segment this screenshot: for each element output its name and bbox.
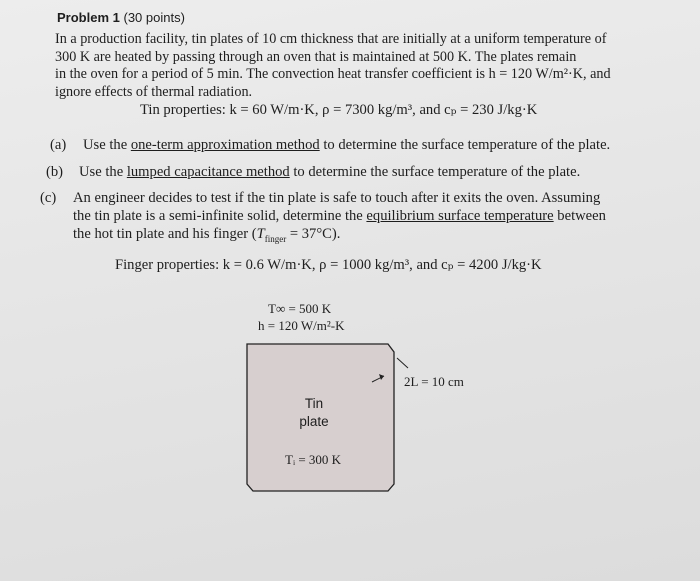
- part-a-text-after: to determine the surface temperature of the plate.: [319, 137, 611, 153]
- t-infinity-label: T∞ = 500 K: [268, 301, 332, 316]
- problem-number: Problem 1: [57, 10, 120, 25]
- intro-line: In a production facility, tin plates of 10 cm thickness that are initially at a uniform temperature of: [55, 31, 607, 47]
- intro-line: ignore effects of thermal radiation.: [55, 83, 253, 100]
- t-initial-label: Tᵢ = 300 K: [285, 452, 342, 467]
- part-c-line-3-suffix: = 37°C).: [286, 226, 341, 242]
- plate-label-line-2: plate: [299, 414, 329, 429]
- part-b-text-after: to determine the surface temperature of the plate.: [289, 164, 581, 180]
- plate-label-line-1: Tin: [304, 396, 324, 411]
- intro-line: in the oven for a period of 5 min. The convection heat transfer coefficient is h = 120 W/m²·K, and: [55, 66, 611, 82]
- part-b-label: (b): [46, 164, 64, 180]
- part-c-label: (c): [40, 190, 57, 206]
- t-finger-subscript: finger: [264, 233, 287, 244]
- part-c-equilibrium: equilibrium surface temperature: [366, 208, 554, 224]
- part-a-label: (a): [50, 137, 67, 153]
- part-c-line-2-after: between: [553, 208, 606, 224]
- intro-line: 300 K are heated by passing through an oven that is maintained at 500 K. The plates remain: [55, 48, 577, 65]
- thickness-leader-line: [397, 358, 408, 368]
- t-finger-symbol: T: [256, 226, 265, 242]
- part-b-text-before: Use the: [79, 164, 127, 180]
- finger-properties: Finger properties: k = 0.6 W/m·K, ρ = 1000 kg/m³, and cₚ = 4200 J/kg·K: [115, 257, 542, 273]
- part-a-method: one-term approximation method: [130, 137, 320, 153]
- part-c-line-3-prefix: the hot tin plate and his finger (: [73, 226, 257, 242]
- thickness-label: 2L = 10 cm: [404, 374, 464, 389]
- part-a-text-before: Use the: [83, 137, 131, 153]
- plate-label: [288, 395, 340, 431]
- problem-points: (30 points): [123, 10, 185, 25]
- tin-properties: Tin properties: k = 60 W/m·K, ρ = 7300 kg/m³, and cₚ = 230 J/kg·K: [140, 102, 538, 118]
- part-c-line-1: An engineer decides to test if the tin plate is safe to touch after it exits the oven. Assuming: [73, 190, 601, 206]
- h-value-label: h = 120 W/m²-K: [258, 318, 345, 333]
- part-b-method: lumped capacitance method: [126, 164, 290, 180]
- part-c-line-2-before: the tin plate is a semi-infinite solid, determine the: [73, 208, 367, 224]
